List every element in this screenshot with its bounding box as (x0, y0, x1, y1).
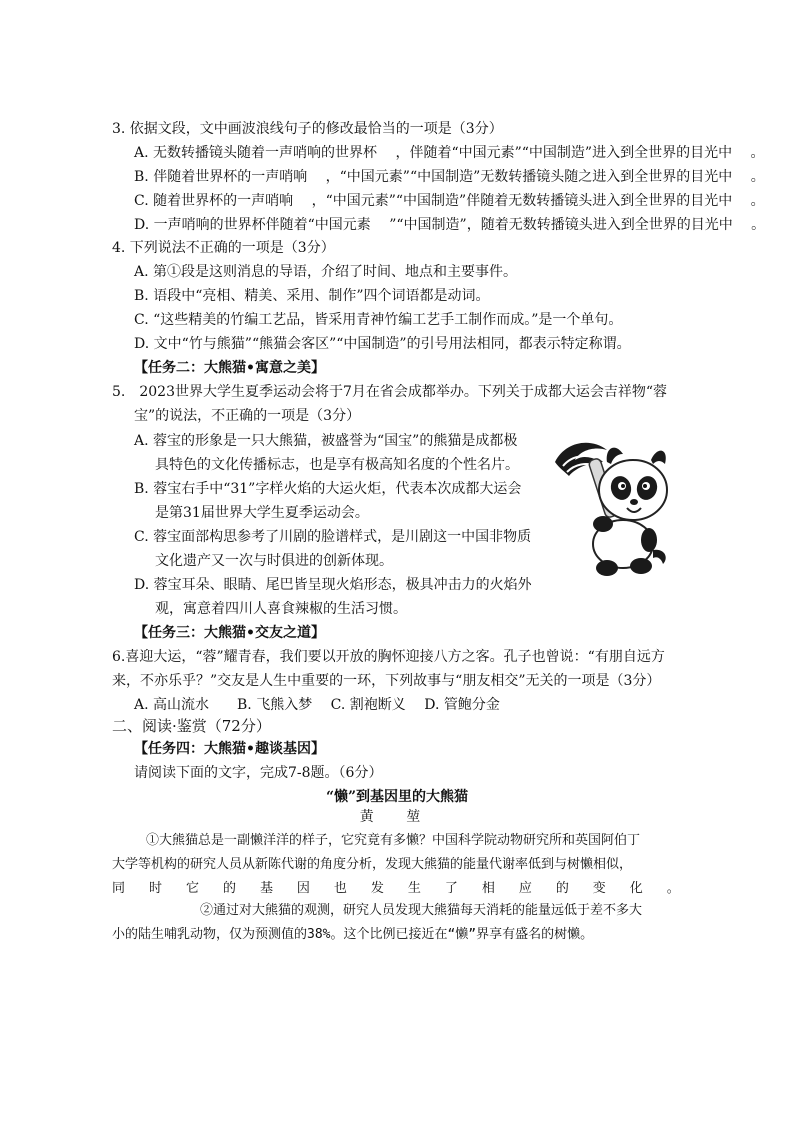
q3-option-c: C. 随着世界杯的一声哨响 ，“中国元素”“中国制造”伴随着无数转播镜头进入到全世界的目光中 。 (134, 193, 765, 209)
article-char: 的 (555, 881, 569, 896)
article-char: 化 (629, 881, 643, 896)
article-paragraph-2-line2: 小的陆生哺乳动物，仅为预测值的38%。这个比例已接近在“懒”界享有盛名的树懒。 (112, 927, 594, 942)
article-char: 因 (296, 881, 310, 896)
q6-stem-line1: 6.喜迎大运，“蓉”耀青春，我们要以开放的胸怀迎接八方之客。孔子也曾说：“有朋自远方 (112, 649, 665, 665)
q5-option-b-line1: B. 蓉宝右手中“31”字样火焰的大运火炬，代表本次成都大运会 (134, 481, 522, 497)
q4-option-b: B. 语段中“亮相、精美、采用、制作”四个词语都是动词。 (134, 288, 490, 304)
article-char: 生 (407, 881, 421, 896)
task2-heading: 【任务二：大熊猫•寓意之美】 (134, 360, 325, 376)
q5-option-a-line2: 具特色的文化传播标志，也是享有极高知名度的个性名片。 (155, 457, 519, 473)
q5-option-c-line2: 文化遗产又一次与时俱进的创新体现。 (155, 553, 393, 569)
article-char: 了 (444, 881, 458, 896)
q5-option-a-line1: A. 蓉宝的形象是一只大熊猫，被盛誉为“国宝”的熊猫是成都极 (134, 433, 518, 449)
q4-option-a: A. 第①段是这则消息的导语，介绍了时间、地点和主要事件。 (134, 264, 518, 280)
q5-option-b-line2: 是第31届世界大学生夏季运动会。 (155, 505, 369, 521)
q5-option-c-line1: C. 蓉宝面部构思参考了川剧的脸谱样式，是川剧这一中国非物质 (134, 529, 532, 545)
q3-option-b: B. 伴随着世界杯的一声哨响 ，“中国元素”“中国制造”无数转播镜头随之进入到全世界的目光中 。 (134, 169, 765, 185)
q5-stem-line1: 5. 2023世界大学生夏季运动会将于7月在省会成都举办。下列关于成都大运会吉祥物“蓉 (112, 384, 668, 400)
article-char: 同 (112, 881, 126, 896)
q6-stem-line2: 来，不亦乐乎？”交友是人生中重要的一环，下列故事与“朋友相交”无关的一项是（3分） (112, 673, 661, 689)
article-char: 也 (333, 881, 347, 896)
article-char: 发 (370, 881, 384, 896)
task4-heading: 【任务四：大熊猫•趣谈基因】 (134, 741, 325, 757)
article-paragraph-2-line1: ②通过对大熊猫的观测，研究人员发现大熊猫每天消耗的能量远低于差不多大 (200, 903, 643, 918)
q3-option-d: D. 一声哨响的世界杯伴随着“中国元素 ”“中国制造”，随着无数转播镜头进入到全世界的目光中 。 (134, 217, 766, 233)
q5-option-d-line1: D. 蓉宝耳朵、眼睛、尾巴皆呈现火焰形态，极具冲击力的火焰外 (134, 577, 532, 593)
reading-instruction: 请阅读下面的文字，完成7-8题。（6分） (134, 765, 383, 781)
article-author: 黄 堃 (359, 809, 435, 825)
q4-option-d: D. 文中“竹与熊猫”“熊猫会客区”“中国制造”的引号用法相同，都表示特定称谓。 (134, 336, 631, 352)
section-2-heading: 二、阅读·鉴赏（72分） (112, 717, 271, 735)
q4-option-c: C. “这些精美的竹编工艺品，皆采用青神竹编工艺手工制作而成。”是一个单句。 (134, 312, 623, 328)
q5-option-d-line2: 观，寓意着四川人喜食辣椒的生活习惯。 (155, 601, 407, 617)
article-paragraph-1-line3 (112, 879, 680, 899)
q3-stem: 3. 依据文段，文中画波浪线句子的修改最恰当的一项是（3分） (112, 121, 503, 137)
article-char: 应 (518, 881, 532, 896)
q5-stem-line2: 宝”的说法，不正确的一项是（3分） (134, 408, 361, 424)
article-char: 时 (148, 881, 162, 896)
q6-options: A. 高山流水 B. 飞熊入梦 C. 割袍断义 D. 管鲍分金 (134, 697, 500, 713)
article-char: 变 (592, 881, 606, 896)
article-char: 基 (259, 881, 273, 896)
article-paragraph-1-line2: 大学等机构的研究人员从新陈代谢的角度分析，发现大熊猫的能量代谢率低到与树懒相似， (112, 857, 633, 872)
rongbao-mascot-image (545, 432, 673, 582)
article-char: 。 (666, 881, 680, 896)
article-paragraph-1-line1: ①大熊猫总是一副懒洋洋的样子，它究竟有多懒？中国科学院动物研究所和英国阿伯丁 (146, 833, 641, 848)
article-char: 的 (222, 881, 236, 896)
task3-heading: 【任务三：大熊猫•交友之道】 (134, 625, 325, 641)
q4-stem: 4. 下列说法不正确的一项是（3分） (112, 240, 335, 256)
q3-option-a: A. 无数转播镜头随着一声哨响的世界杯 ，伴随着“中国元素”“中国制造”进入到全世界的目光中 。 (134, 145, 765, 161)
article-title: “懒”到基因里的大熊猫 (325, 789, 469, 805)
article-char: 相 (481, 881, 495, 896)
article-char: 它 (185, 881, 199, 896)
